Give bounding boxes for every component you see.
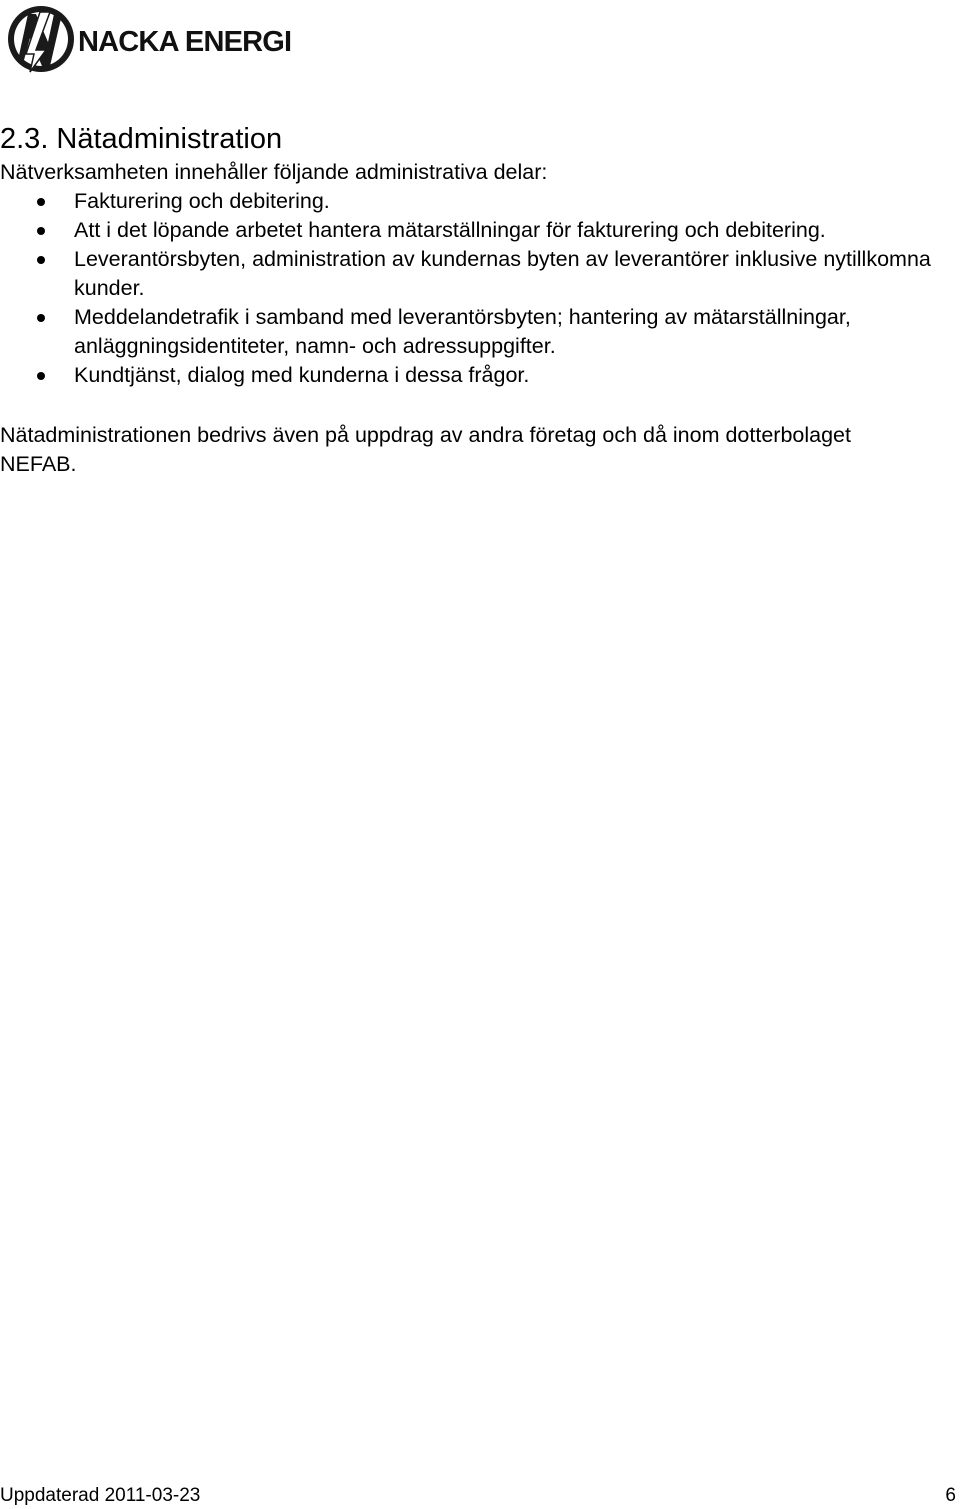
company-name: NACKA ENERGI [78, 26, 292, 58]
nacka-energi-logo-icon [6, 4, 78, 74]
section-intro: Nätverksamheten innehåller följande administrativa delar: [0, 160, 548, 184]
bullet-icon [37, 198, 45, 206]
section-heading: 2.3. Nätadministration [0, 123, 283, 155]
bullet-icon [37, 372, 45, 380]
company-logo [6, 4, 306, 74]
closing-paragraph: Nätadministrationen bedrivs även på uppdrag av andra företag och då inom dotterbolaget NEFAB. [0, 423, 851, 476]
list-item [0, 245, 960, 303]
list-item [0, 216, 960, 245]
list-item-text: Att i det löpande arbetet hantera mätarställningar för fakturering och debitering. [74, 218, 826, 242]
list-item [0, 187, 960, 216]
footer-updated-date: Uppdaterad 2011-03-23 [0, 1485, 201, 1506]
list-item [0, 303, 960, 361]
bullet-icon [37, 314, 45, 322]
list-item-text: Fakturering och debitering. [74, 189, 330, 213]
list-item-text: Meddelandetrafik i samband med leverantörsbyten; hantering av mätarställningar, anläggningsidentiteter, namn- och adressuppgifter. [74, 305, 851, 358]
list-item-text: Kundtjänst, dialog med kunderna i dessa frågor. [74, 363, 530, 387]
list-item [0, 361, 960, 390]
bullet-icon [37, 256, 45, 264]
bullet-list [0, 187, 960, 390]
page-number: 6 [945, 1485, 956, 1506]
bullet-icon [37, 227, 45, 235]
list-item-text: Leverantörsbyten, administration av kundernas byten av leverantörer inklusive nytillkomna kunder. [74, 247, 931, 300]
